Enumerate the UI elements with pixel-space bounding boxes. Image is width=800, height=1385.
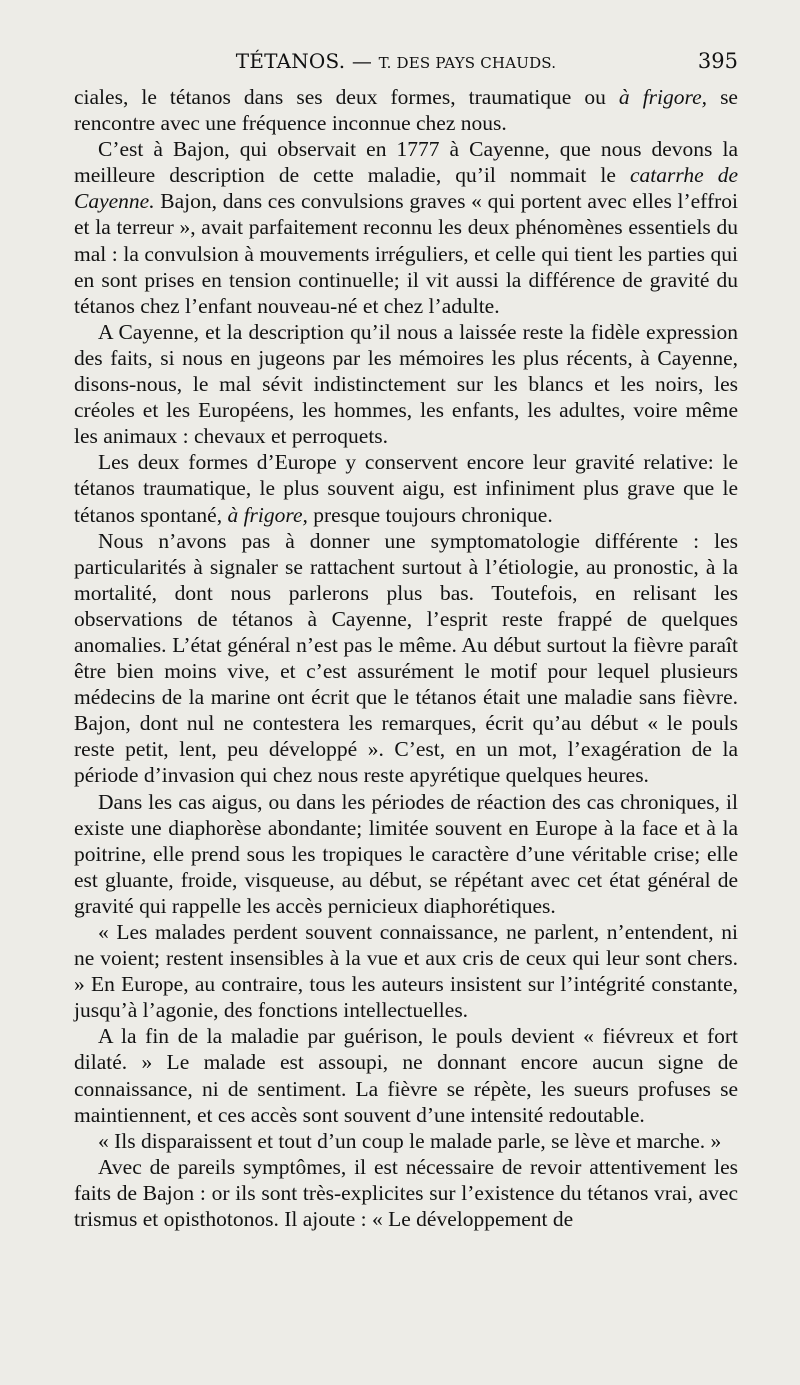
text-run: C’est à Bajon, qui observait en 1777 à Cayenne, que nous devons la meilleure description de cette maladie, qu’il nommait le	[74, 137, 738, 188]
paragraph	[74, 528, 738, 789]
text-run: Nous n’avons pas à donner une symptomatologie différente : les particularités à signaler se rattachent surtout à l’étiologie, au pronostic, à la mortalité, dont nous parlerons plus bas. Toutefois, en relisant les observations de tétanos à Cayenne, l’esprit reste frappé de quelques anomalies. L’état général n’est pas le même. Au début surtout la fièvre paraît être bien moins vive, et c’est assurément le motif pour lequel plusieurs médecins de la marine ont écrit que le tétanos était une maladie sans fièvre. Bajon, dont nul ne contestera les remarques, écrit qu’au début « le pouls reste petit, lent, peu développé ». C’est, en un mot, l’exagération de la période d’invasion qui chez nous reste apyrétique quelques heures.	[74, 528, 738, 788]
paragraph	[74, 1023, 738, 1127]
page-number: 395	[697, 49, 738, 73]
running-title-sub: T. DES PAYS CHAUDS.	[378, 54, 557, 72]
italic-text: à frigore,	[227, 502, 308, 527]
text-run: Avec de pareils symptômes, il est nécessaire de revoir attentivement les faits de Bajon : or ils sont très-explicites sur l’existence du tétanos vrai, avec trismus et opisthotonos. Il ajoute : « Le développement de	[74, 1154, 738, 1232]
text-run: Dans les cas aigus, ou dans les périodes de réaction des cas chroniques, il existe une diaphorèse abondante; limitée souvent en Europe à la face et à la poitrine, elle prend sous les tropiques le caractère d’une véritable crise; elle est gluante, froide, visqueuse, au début, se répétant avec cet état général de gravité qui rappelle les accès pernicieux diaphorétiques.	[74, 789, 738, 918]
text-run: A la fin de la maladie par guérison, le pouls devient « fiévreux et fort dilaté. » Le malade est assoupi, ne donnant encore aucun signe de connaissance, ni de sentiment. La fièvre se répète, les sueurs profuses se maintiennent, et ces accès sont souvent d’une intensité redoutable.	[74, 1024, 738, 1127]
text-run: « Ils disparaissent et tout d’un coup le malade parle, se lève et marche. »	[98, 1128, 722, 1153]
paragraph	[74, 449, 738, 527]
paragraph	[74, 84, 738, 136]
running-title	[74, 49, 678, 73]
italic-text: catarrhe de Cayenne.	[74, 163, 738, 214]
paragraph	[74, 919, 738, 1023]
paragraph	[74, 1154, 738, 1232]
text-run: ciales, le tétanos dans ses deux formes, traumatique ou	[74, 85, 619, 109]
running-title-dash: —	[351, 49, 373, 73]
paragraph	[74, 136, 738, 319]
text-run: « Les malades perdent souvent connaissance, ne parlent, n’entendent, ni ne voient; restent insensibles à la vue et aux cris de ceux qui leur sont chers. » En Europe, au contraire, tous les auteurs insistent sur l’intégrité constante, jusqu’à l’agonie, des fonctions intellectuelles.	[74, 920, 738, 1023]
text-run: A Cayenne, et la description qu’il nous a laissée reste la fidèle expression des faits, si nous en jugeons par les mémoires les plus récents, à Cayenne, disons-nous, le mal sévit indistinctement sur les blancs et les noirs, les créoles et les Européens, les hommes, les enfants, les adultes, voire même les animaux : chevaux et perroquets.	[74, 319, 738, 449]
body-text	[74, 84, 738, 1232]
text-run: presque toujours chronique.	[307, 502, 553, 527]
paragraph	[74, 789, 738, 919]
running-header	[74, 46, 738, 76]
paragraph	[74, 1128, 738, 1154]
text-run: Les deux formes d’Europe y conservent encore leur gravité relative: le tétanos traumatique, le plus souvent aigu, est infiniment plus grave que le tétanos spontané,	[74, 450, 738, 527]
text-run: Bajon, dans ces convulsions graves « qui portent avec elles l’effroi et la terreur », avait parfaitement reconnu les deux phénomènes essentiels du mal : la convulsion à mouvements irréguliers, et celle qui tient les parties qui en sont prises en tension continuelle; il vit aussi la différence de gravité du tétanos chez l’enfant nouveau-né et chez l’adulte.	[74, 189, 738, 318]
running-title-main: TÉTANOS.	[235, 49, 346, 73]
italic-text: à frigore,	[618, 85, 708, 109]
paragraph	[74, 319, 738, 449]
text-run: se rencontre avec une fréquence inconnue chez nous.	[74, 85, 738, 136]
